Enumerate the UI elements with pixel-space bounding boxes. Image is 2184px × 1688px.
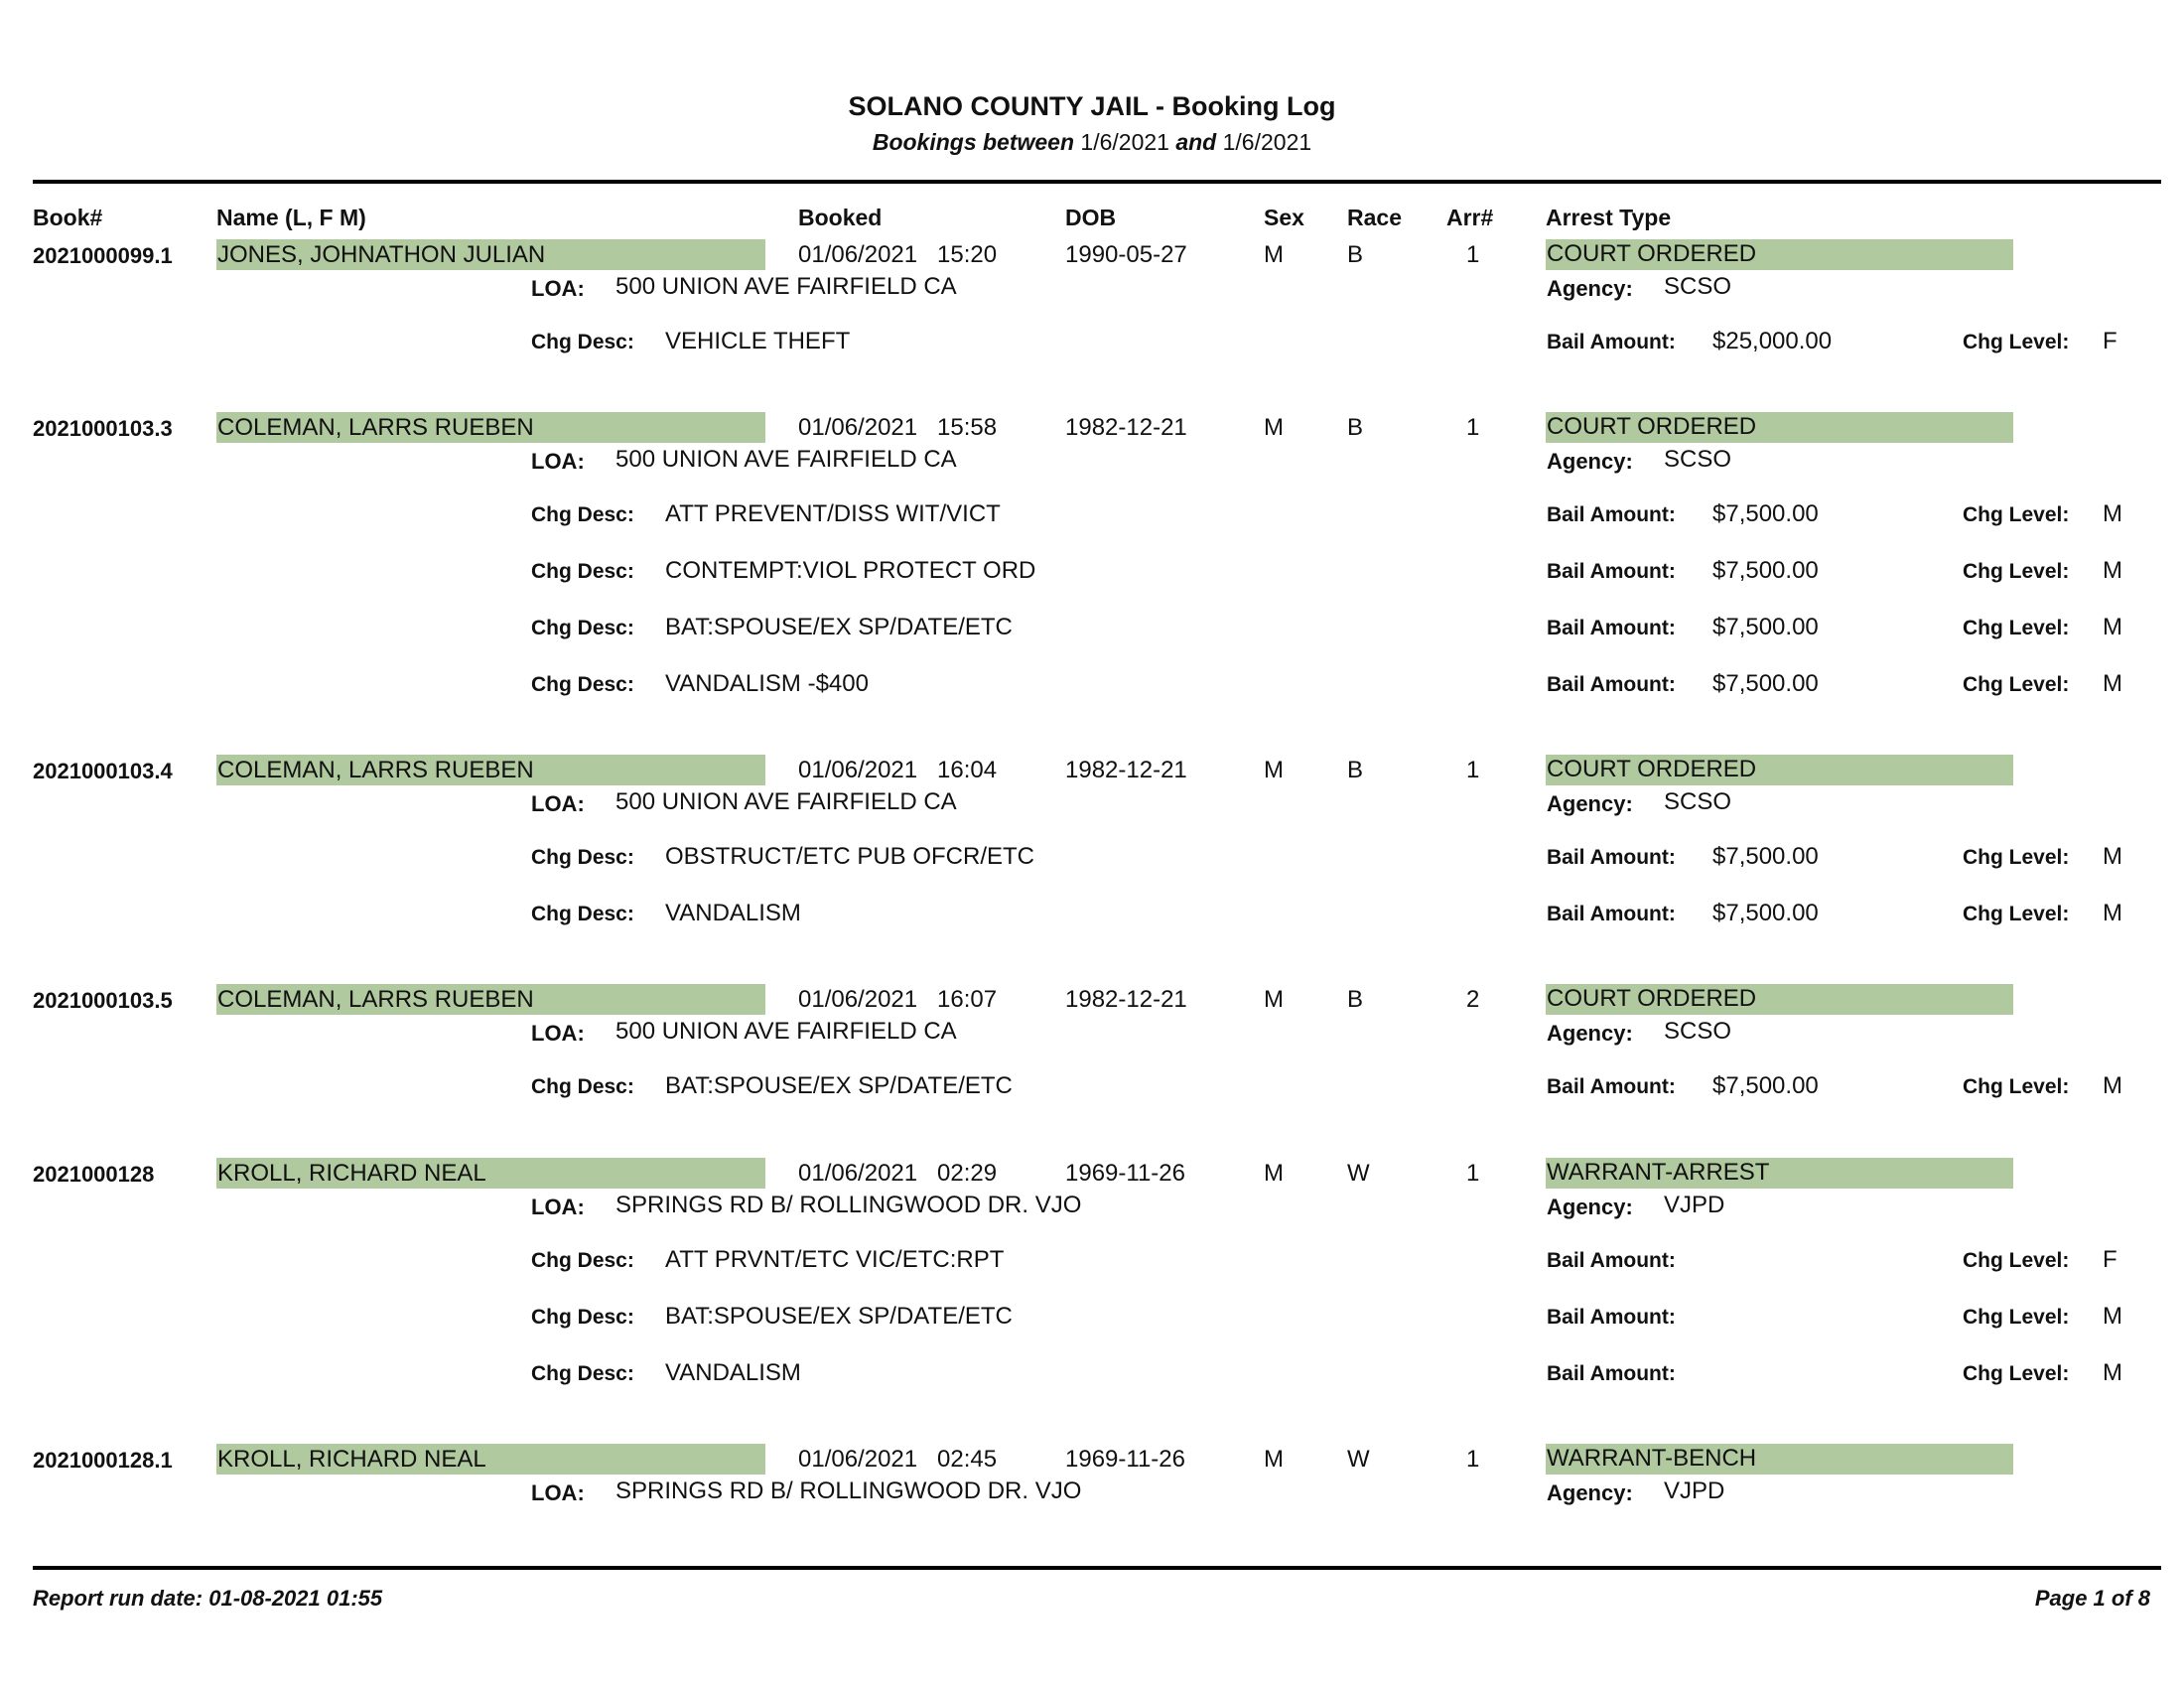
- charge-desc-label: Chg Desc:: [531, 503, 634, 526]
- race: B: [1347, 986, 1364, 1013]
- charge-level-label: Chg Level:: [1963, 1362, 2070, 1385]
- sex: M: [1264, 1446, 1284, 1473]
- book-number: 2021000103.3: [33, 416, 173, 441]
- agency-label: Agency:: [1547, 276, 1633, 301]
- col-header-sex: Sex: [1264, 205, 1304, 230]
- arrest-number: 1: [1466, 414, 1480, 441]
- sex: M: [1264, 757, 1284, 783]
- inmate-name: COLEMAN, LARRS RUEBEN: [217, 414, 534, 441]
- agency-label: Agency:: [1547, 1195, 1633, 1219]
- booked-date: 01/06/2021: [798, 241, 918, 268]
- book-number: 2021000099.1: [33, 243, 173, 268]
- charge-description: ATT PRVNT/ETC VIC/ETC:RPT: [665, 1246, 1005, 1273]
- loa-label: LOA:: [531, 1021, 585, 1046]
- booked-time: 02:29: [937, 1160, 998, 1187]
- report-run-date: Report run date: 01-08-2021 01:55: [33, 1586, 383, 1611]
- bail-amount-label: Bail Amount:: [1547, 903, 1676, 925]
- charge-description: ATT PREVENT/DISS WIT/VICT: [665, 500, 1001, 527]
- booked-time: 15:20: [937, 241, 998, 268]
- bail-amount: $7,500.00: [1712, 614, 1819, 640]
- charge-level: F: [2103, 1246, 2117, 1273]
- col-header-arrest-type: Arrest Type: [1546, 205, 1672, 230]
- inmate-name: KROLL, RICHARD NEAL: [217, 1446, 486, 1473]
- col-header-booked: Booked: [798, 205, 883, 230]
- date-to: 1/6/2021: [1222, 129, 1312, 155]
- loa-location: SPRINGS RD B/ ROLLINGWOOD DR. VJO: [615, 1477, 1082, 1504]
- bail-amount-label: Bail Amount:: [1547, 503, 1676, 526]
- booked-date: 01/06/2021: [798, 757, 918, 783]
- booked-date: 01/06/2021: [798, 1446, 918, 1473]
- charge-level-label: Chg Level:: [1963, 331, 2070, 353]
- agency: VJPD: [1664, 1192, 1725, 1218]
- book-number: 2021000103.5: [33, 988, 173, 1013]
- charge-description: VANDALISM: [665, 900, 801, 926]
- sex: M: [1264, 241, 1284, 268]
- charge-level: M: [2103, 1303, 2122, 1330]
- charge-description: CONTEMPT:VIOL PROTECT ORD: [665, 557, 1036, 584]
- charge-desc-label: Chg Desc:: [531, 1249, 634, 1272]
- bail-amount: $25,000.00: [1712, 328, 1833, 354]
- arrest-type: WARRANT-BENCH: [1547, 1445, 1757, 1472]
- agency: SCSO: [1664, 273, 1732, 300]
- bail-amount-label: Bail Amount:: [1547, 846, 1676, 869]
- booking-record: [0, 1158, 2184, 1386]
- charge-description: BAT:SPOUSE/EX SP/DATE/ETC: [665, 1072, 1013, 1099]
- arrest-type: COURT ORDERED: [1547, 985, 1757, 1012]
- charge-level-label: Chg Level:: [1963, 617, 2070, 639]
- charge-level: M: [2103, 500, 2122, 527]
- booked-date: 01/06/2021: [798, 414, 918, 441]
- charge-desc-label: Chg Desc:: [531, 617, 634, 639]
- charge-level-label: Chg Level:: [1963, 903, 2070, 925]
- dob: 1969-11-26: [1065, 1160, 1185, 1187]
- agency-label: Agency:: [1547, 1021, 1633, 1046]
- booking-record: [0, 239, 2184, 354]
- charge-level: M: [2103, 843, 2122, 870]
- agency: SCSO: [1664, 1018, 1732, 1045]
- charge-level: M: [2103, 1072, 2122, 1099]
- loa-location: SPRINGS RD B/ ROLLINGWOOD DR. VJO: [615, 1192, 1082, 1218]
- bail-amount: $7,500.00: [1712, 1072, 1819, 1099]
- book-number: 2021000128.1: [33, 1448, 173, 1473]
- agency: VJPD: [1664, 1477, 1725, 1504]
- col-header-book: Book#: [33, 205, 103, 230]
- charge-desc-label: Chg Desc:: [531, 846, 634, 869]
- bail-amount-label: Bail Amount:: [1547, 1249, 1676, 1272]
- date-from: 1/6/2021: [1080, 129, 1169, 155]
- bail-amount-label: Bail Amount:: [1547, 1362, 1676, 1385]
- booked-date: 01/06/2021: [798, 986, 918, 1013]
- charge-level: F: [2103, 328, 2117, 354]
- charge-desc-label: Chg Desc:: [531, 1075, 634, 1098]
- booked-date: 01/06/2021: [798, 1160, 918, 1187]
- charge-level: M: [2103, 900, 2122, 926]
- charge-level: M: [2103, 557, 2122, 584]
- page-number: Page 1 of 8: [2034, 1586, 2150, 1611]
- agency: SCSO: [1664, 788, 1732, 815]
- charge-level: M: [2103, 614, 2122, 640]
- bail-amount: $7,500.00: [1712, 557, 1819, 584]
- charge-desc-label: Chg Desc:: [531, 1306, 634, 1329]
- sex: M: [1264, 414, 1284, 441]
- dob: 1990-05-27: [1065, 241, 1187, 268]
- sex: M: [1264, 1160, 1284, 1187]
- charge-level-label: Chg Level:: [1963, 1249, 2070, 1272]
- charge-description: VANDALISM: [665, 1359, 801, 1386]
- booked-time: 16:07: [937, 986, 998, 1013]
- loa-location: 500 UNION AVE FAIRFIELD CA: [615, 446, 957, 473]
- arrest-type: COURT ORDERED: [1547, 240, 1757, 267]
- charge-level-label: Chg Level:: [1963, 673, 2070, 696]
- booking-record: [0, 984, 2184, 1099]
- charge-desc-label: Chg Desc:: [531, 560, 634, 583]
- charge-description: VANDALISM -$400: [665, 670, 869, 697]
- dob: 1982-12-21: [1065, 414, 1187, 441]
- inmate-name: JONES, JOHNATHON JULIAN: [217, 241, 546, 268]
- loa-label: LOA:: [531, 1480, 585, 1505]
- bail-amount-label: Bail Amount:: [1547, 1075, 1676, 1098]
- loa-label: LOA:: [531, 1195, 585, 1219]
- charge-level: M: [2103, 1359, 2122, 1386]
- inmate-name: COLEMAN, LARRS RUEBEN: [217, 986, 534, 1013]
- book-number: 2021000103.4: [33, 759, 173, 783]
- sex: M: [1264, 986, 1284, 1013]
- loa-label: LOA:: [531, 449, 585, 474]
- bail-amount-label: Bail Amount:: [1547, 560, 1676, 583]
- bail-amount-label: Bail Amount:: [1547, 673, 1676, 696]
- top-divider: [33, 180, 2161, 184]
- bail-amount-label: Bail Amount:: [1547, 1306, 1676, 1329]
- charge-desc-label: Chg Desc:: [531, 331, 634, 353]
- inmate-name: KROLL, RICHARD NEAL: [217, 1160, 486, 1187]
- loa-location: 500 UNION AVE FAIRFIELD CA: [615, 788, 957, 815]
- agency-label: Agency:: [1547, 449, 1633, 474]
- loa-location: 500 UNION AVE FAIRFIELD CA: [615, 273, 957, 300]
- inmate-name: COLEMAN, LARRS RUEBEN: [217, 757, 534, 783]
- booked-time: 02:45: [937, 1446, 998, 1473]
- booking-record: [0, 755, 2184, 926]
- race: B: [1347, 414, 1364, 441]
- charge-desc-label: Chg Desc:: [531, 673, 634, 696]
- race: W: [1347, 1446, 1370, 1473]
- agency: SCSO: [1664, 446, 1732, 473]
- race: W: [1347, 1160, 1370, 1187]
- charge-desc-label: Chg Desc:: [531, 903, 634, 925]
- charge-level: M: [2103, 670, 2122, 697]
- charge-level-label: Chg Level:: [1963, 1075, 2070, 1098]
- booking-record: [0, 1444, 2184, 1503]
- arrest-type: COURT ORDERED: [1547, 756, 1757, 782]
- col-header-name: Name (L, F M): [216, 205, 366, 230]
- charge-level-label: Chg Level:: [1963, 503, 2070, 526]
- booked-time: 16:04: [937, 757, 998, 783]
- charge-description: BAT:SPOUSE/EX SP/DATE/ETC: [665, 1303, 1013, 1330]
- race: B: [1347, 757, 1364, 783]
- race: B: [1347, 241, 1364, 268]
- arrest-number: 2: [1466, 986, 1480, 1013]
- col-header-dob: DOB: [1065, 205, 1117, 230]
- loa-location: 500 UNION AVE FAIRFIELD CA: [615, 1018, 957, 1045]
- dob: 1982-12-21: [1065, 757, 1187, 783]
- bail-amount: $7,500.00: [1712, 500, 1819, 527]
- arrest-number: 1: [1466, 1160, 1480, 1187]
- report-subtitle: [0, 129, 2184, 156]
- charge-description: VEHICLE THEFT: [665, 328, 851, 354]
- charge-description: OBSTRUCT/ETC PUB OFCR/ETC: [665, 843, 1035, 870]
- agency-label: Agency:: [1547, 791, 1633, 816]
- arrest-number: 1: [1466, 241, 1480, 268]
- dob: 1982-12-21: [1065, 986, 1187, 1013]
- bail-amount: $7,500.00: [1712, 900, 1819, 926]
- bottom-divider: [33, 1566, 2161, 1570]
- loa-label: LOA:: [531, 791, 585, 816]
- loa-label: LOA:: [531, 276, 585, 301]
- subtitle-and: and: [1175, 129, 1217, 155]
- booking-record: [0, 412, 2184, 697]
- arrest-type: WARRANT-ARREST: [1547, 1159, 1770, 1186]
- arrest-number: 1: [1466, 1446, 1480, 1473]
- col-header-arr: Arr#: [1446, 205, 1494, 230]
- bail-amount-label: Bail Amount:: [1547, 617, 1676, 639]
- arrest-type: COURT ORDERED: [1547, 413, 1757, 440]
- report-title: SOLANO COUNTY JAIL - Booking Log: [848, 91, 1336, 121]
- book-number: 2021000128: [33, 1162, 155, 1187]
- charge-desc-label: Chg Desc:: [531, 1362, 634, 1385]
- charge-level-label: Chg Level:: [1963, 846, 2070, 869]
- charge-level-label: Chg Level:: [1963, 1306, 2070, 1329]
- bail-amount: $7,500.00: [1712, 843, 1819, 870]
- dob: 1969-11-26: [1065, 1446, 1185, 1473]
- arrest-number: 1: [1466, 757, 1480, 783]
- bail-amount-label: Bail Amount:: [1547, 331, 1676, 353]
- charge-description: BAT:SPOUSE/EX SP/DATE/ETC: [665, 614, 1013, 640]
- col-header-race: Race: [1347, 205, 1402, 230]
- charge-level-label: Chg Level:: [1963, 560, 2070, 583]
- booked-time: 15:58: [937, 414, 998, 441]
- subtitle-prefix: Bookings between: [872, 129, 1075, 155]
- bail-amount: $7,500.00: [1712, 670, 1819, 697]
- agency-label: Agency:: [1547, 1480, 1633, 1505]
